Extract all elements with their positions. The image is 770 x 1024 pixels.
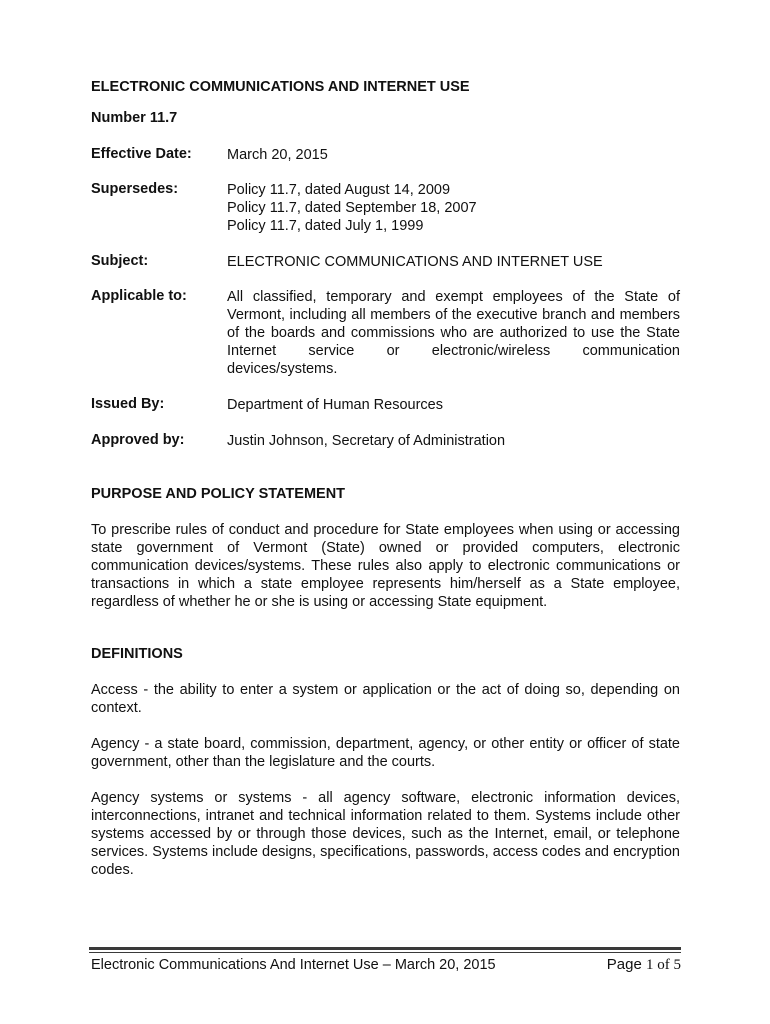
applicable-to-label: Applicable to: [91, 288, 187, 304]
definition-access: Access - the ability to enter a system or application or the act of doing so, depending on context. [91, 682, 680, 716]
issued-by-label: Issued By: [91, 396, 165, 412]
page-label: Page [606, 956, 646, 973]
subject-value: ELECTRONIC COMMUNICATIONS AND INTERNET USE [227, 254, 603, 270]
definitions-heading: DEFINITIONS [91, 646, 183, 662]
footer-divider-thick [89, 947, 681, 950]
footer-document-title: Electronic Communications And Internet Use – March 20, 2015 [91, 957, 496, 973]
footer-page-number [607, 956, 681, 974]
issued-by-value: Department of Human Resources [227, 397, 443, 413]
supersedes-item: Policy 11.7, dated August 14, 2009 [227, 182, 451, 198]
definition-agency-systems: Agency systems or systems - all agency software, electronic information devices, interconnections, intranet and technical information related to them. Systems include other systems accessed by or through those devices, such as the Internet, email, or telephone services. Systems include designs, specifications, passwords, access codes and encryption codes. [91, 790, 680, 878]
effective-date-value: March 20, 2015 [227, 147, 328, 163]
document-title: ELECTRONIC COMMUNICATIONS AND INTERNET USE [91, 79, 470, 95]
supersedes-list [227, 181, 680, 235]
approved-by-label: Approved by: [91, 432, 185, 448]
supersedes-label: Supersedes: [91, 181, 179, 197]
page-total: 5 [673, 957, 681, 973]
policy-number: Number 11.7 [91, 110, 178, 126]
page-current: 1 [646, 957, 654, 973]
purpose-heading: PURPOSE AND POLICY STATEMENT [91, 486, 346, 502]
applicable-to-value: All classified, temporary and exempt employees of the State of Vermont, including all members of the executive branch and members of the boards and commissions who are authorized to use the State Internet service or electronic/wireless communication devices/systems. [227, 289, 680, 377]
footer-divider-thin [89, 952, 681, 953]
page-of: of [653, 957, 674, 973]
definition-agency: Agency - a state board, commission, department, agency, or other entity or officer of state government, other than the legislature and the courts. [91, 736, 680, 770]
effective-date-label: Effective Date: [91, 146, 192, 162]
purpose-paragraph: To prescribe rules of conduct and procedure for State employees when using or accessing state government of Vermont (State) owned or provided computers, electronic communication devices/systems. These rules also apply to electronic communications or transactions in which a state employee represents him/herself as a State employee, regardless of whether he or she is using or accessing State equipment. [91, 522, 680, 610]
supersedes-item: Policy 11.7, dated July 1, 1999 [227, 218, 424, 234]
approved-by-value: Justin Johnson, Secretary of Administration [227, 433, 506, 449]
supersedes-item: Policy 11.7, dated September 18, 2007 [227, 200, 477, 216]
subject-label: Subject: [91, 253, 149, 269]
